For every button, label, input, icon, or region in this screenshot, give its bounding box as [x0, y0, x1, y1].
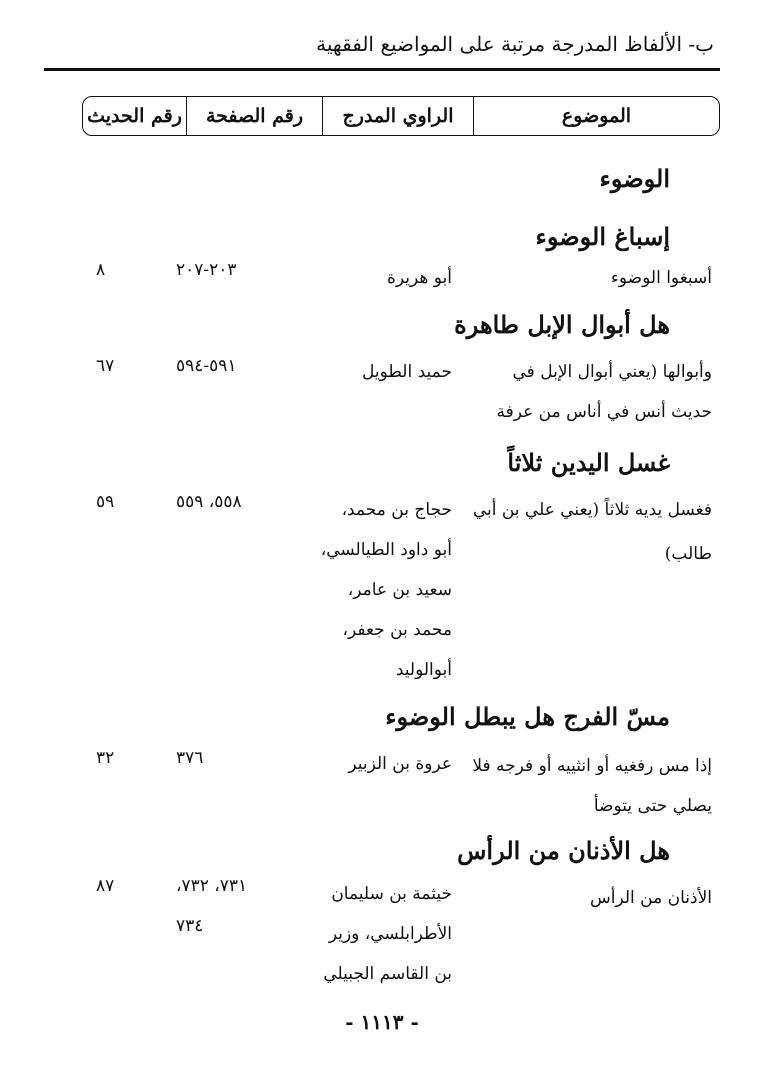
running-header — [44, 28, 720, 71]
hadith-number: ٦٧ — [96, 356, 115, 376]
narrator-line: محمد بن جعفر، — [342, 620, 452, 640]
column-header-bar — [82, 96, 720, 136]
hadith-number: ٣٢ — [96, 748, 115, 768]
column-hadith-number: رقم الحديث — [87, 105, 182, 127]
topic-line: وأبوالها (يعني أبوال الإبل في — [512, 362, 712, 382]
topic-line: طالب) — [664, 544, 712, 564]
section-heading: هل الأذنان من الرأس — [457, 836, 670, 865]
hadith-number: ٨٧ — [96, 876, 115, 896]
page-ref: ٥٥٨، ٥٥٩ — [176, 492, 242, 512]
narrator-line: أبو هريرة — [386, 268, 452, 288]
hadith-number: ٨ — [96, 260, 106, 280]
topic-line: يصلي حتى يتوضأ — [593, 796, 712, 816]
column-page: رقم الصفحة — [186, 97, 322, 135]
hadith-number: ٥٩ — [96, 492, 115, 512]
section-heading: غسل اليدين ثلاثاً — [507, 448, 670, 477]
page-ref: ٧٣٤ — [176, 916, 204, 936]
section-heading: هل أبوال الإبل طاهرة — [454, 310, 670, 339]
narrator-line: بن القاسم الجبيلي — [323, 964, 452, 984]
topic-line: إذا مس رفغيه أو انثييه أو فرجه فلا — [472, 756, 712, 776]
running-title: ب- الألفاظ المدرجة مرتبة على المواضيع الفقهية — [316, 32, 714, 56]
topic-line: أسبغوا الوضوء — [610, 268, 712, 288]
section-heading: إسباغ الوضوء — [535, 222, 670, 251]
narrator-line: عروة بن الزبير — [348, 754, 452, 774]
page-ref: ٧٣١، ٧٣٢، — [176, 876, 248, 896]
section-heading: مسّ الفرج هل يبطل الوضوء — [385, 702, 670, 731]
narrator-line: حميد الطويل — [361, 362, 452, 382]
narrator-line: سعيد بن عامر، — [347, 580, 452, 600]
topic-line: فغسل يديه ثلاثاً (يعني علي بن أبي — [472, 500, 712, 520]
narrator-line: الأطرابلسي، وزير — [328, 924, 452, 944]
page-ref: ٢٠٣-٢٠٧ — [176, 260, 237, 280]
topic-line: الأذنان من الرأس — [590, 888, 712, 908]
narrator-line: حجاج بن محمد، — [341, 500, 452, 520]
page-ref: ٥٩١-٥٩٤ — [176, 356, 237, 376]
section-heading: الوضوء — [599, 164, 670, 193]
column-narrator: الراوي المدرج — [322, 97, 473, 135]
narrator-line: خيثمة بن سليمان — [331, 884, 452, 904]
column-topic: الموضوع — [473, 97, 719, 135]
narrator-line: أبو داود الطيالسي، — [320, 540, 452, 560]
narrator-line: أبوالوليد — [395, 660, 452, 680]
topic-line: حديث أنس في أناس من عرفة — [496, 402, 712, 422]
page-number: - ١١١٣ - — [345, 1010, 419, 1034]
page-ref: ٣٧٦ — [176, 748, 204, 768]
